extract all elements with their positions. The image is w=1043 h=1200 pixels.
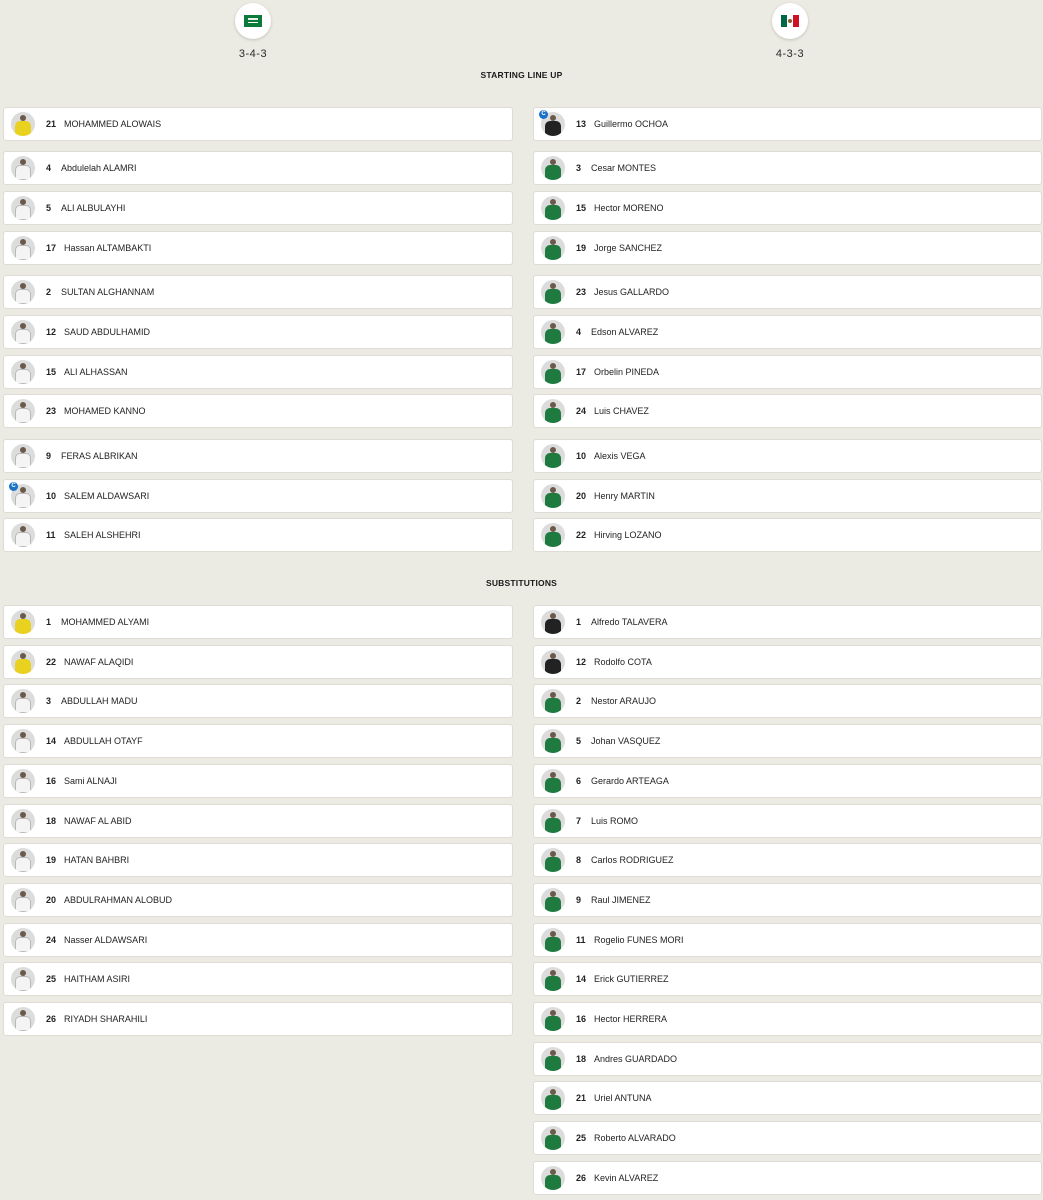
player-avatar	[11, 848, 35, 872]
player-name: Kevin ALVAREZ	[594, 1173, 659, 1183]
jersey-icon	[545, 408, 561, 423]
player-avatar	[541, 360, 565, 384]
player-card[interactable]	[3, 518, 513, 552]
jersey-icon	[545, 1135, 561, 1150]
player-card[interactable]	[533, 962, 1042, 996]
player-card[interactable]	[3, 883, 513, 917]
player-head-icon	[20, 1010, 26, 1016]
player-card[interactable]	[533, 843, 1042, 877]
player-name: Edson ALVAREZ	[591, 327, 659, 337]
player-name: MOHAMMED ALYAMI	[61, 617, 150, 627]
player-name: ABDULLAH MADU	[61, 696, 138, 706]
jersey-icon	[545, 453, 561, 468]
player-name: Carlos RODRIGUEZ	[591, 855, 674, 865]
player-card[interactable]	[533, 518, 1042, 552]
player-card[interactable]	[3, 275, 513, 309]
player-name: Jorge SANCHEZ	[594, 243, 663, 253]
team-header-saudi-arabia	[213, 0, 293, 60]
player-number: 24	[576, 406, 587, 416]
player-name: FERAS ALBRIKAN	[61, 451, 138, 461]
jersey-icon	[15, 532, 31, 547]
jersey-icon	[545, 245, 561, 260]
player-number: 14	[46, 736, 57, 746]
jersey-icon	[545, 1095, 561, 1110]
player-avatar	[541, 769, 565, 793]
player-name: Nasser ALDAWSARI	[64, 935, 148, 945]
player-card[interactable]	[3, 764, 513, 798]
player-avatar	[541, 196, 565, 220]
player-name: Luis ROMO	[591, 816, 639, 826]
player-head-icon	[550, 732, 556, 738]
player-head-icon	[550, 323, 556, 329]
player-number: 26	[576, 1173, 587, 1183]
player-avatar	[11, 1007, 35, 1031]
player-number: 11	[46, 530, 56, 540]
player-head-icon	[20, 199, 26, 205]
jersey-icon	[15, 937, 31, 952]
player-name: ALI ALBULAYHI	[61, 203, 126, 213]
jersey-icon	[15, 408, 31, 423]
player-avatar	[541, 1126, 565, 1150]
jersey-icon	[545, 976, 561, 991]
player-card[interactable]	[533, 479, 1042, 513]
starting-lineup-heading: STARTING LINE UP	[480, 70, 563, 80]
player-name: Sami ALNAJI	[64, 776, 118, 786]
player-head-icon	[20, 363, 26, 369]
player-card[interactable]	[533, 191, 1042, 225]
player-number: 17	[576, 367, 587, 377]
jersey-icon	[545, 1016, 561, 1031]
player-name: ALI ALHASSAN	[64, 367, 128, 377]
player-card[interactable]	[3, 923, 513, 957]
jersey-icon	[545, 778, 561, 793]
player-card[interactable]	[533, 107, 1042, 141]
player-avatar	[541, 399, 565, 423]
jersey-icon	[545, 818, 561, 833]
player-name: Alfredo TALAVERA	[591, 617, 668, 627]
jersey-icon	[15, 897, 31, 912]
player-head-icon	[550, 1169, 556, 1175]
player-head-icon	[550, 115, 556, 121]
player-card[interactable]	[3, 355, 513, 389]
player-number: 24	[46, 935, 57, 945]
player-number: 4	[46, 163, 52, 173]
player-number: 16	[46, 776, 57, 786]
jersey-icon	[545, 619, 561, 634]
jersey-icon	[15, 369, 31, 384]
player-head-icon	[550, 613, 556, 619]
player-head-icon	[20, 402, 26, 408]
player-avatar	[11, 156, 35, 180]
player-avatar	[541, 1166, 565, 1190]
player-avatar	[541, 1007, 565, 1031]
player-name: ABDULLAH OTAYF	[64, 736, 143, 746]
player-name: Luis CHAVEZ	[594, 406, 649, 416]
player-avatar	[11, 236, 35, 260]
player-card[interactable]	[533, 1002, 1042, 1036]
player-avatar	[541, 610, 565, 634]
team-flag-badge[interactable]	[772, 3, 808, 39]
player-name: HAITHAM ASIRI	[64, 974, 131, 984]
player-card[interactable]	[3, 107, 513, 141]
jersey-icon	[545, 329, 561, 344]
player-card[interactable]	[533, 1121, 1042, 1155]
player-head-icon	[20, 613, 26, 619]
player-number: 5	[46, 203, 52, 213]
player-name: Roberto ALVARADO	[594, 1133, 676, 1143]
jersey-icon	[15, 857, 31, 872]
player-name: Hirving LOZANO	[594, 530, 662, 540]
player-avatar	[541, 888, 565, 912]
player-name: MOHAMMED ALOWAIS	[64, 119, 162, 129]
player-name: Alexis VEGA	[594, 451, 646, 461]
player-name: Erick GUTIERREZ	[594, 974, 669, 984]
jersey-icon	[15, 1016, 31, 1031]
player-card[interactable]	[533, 394, 1042, 428]
player-head-icon	[550, 970, 556, 976]
player-name: Johan VASQUEZ	[591, 736, 661, 746]
player-avatar	[11, 196, 35, 220]
jersey-icon	[15, 453, 31, 468]
player-card[interactable]	[533, 804, 1042, 838]
jersey-icon	[545, 937, 561, 952]
player-number: 13	[576, 119, 587, 129]
jersey-icon	[15, 698, 31, 713]
player-name: Jesus GALLARDO	[594, 287, 670, 297]
player-avatar	[541, 523, 565, 547]
player-card[interactable]	[533, 439, 1042, 473]
player-name: SALEM ALDAWSARI	[64, 491, 150, 501]
player-name: MOHAMED KANNO	[64, 406, 146, 416]
player-card[interactable]	[3, 605, 513, 639]
jersey-icon	[545, 1175, 561, 1190]
player-name: Raul JIMENEZ	[591, 895, 651, 905]
player-name: SULTAN ALGHANNAM	[61, 287, 155, 297]
player-head-icon	[550, 526, 556, 532]
jersey-icon	[15, 778, 31, 793]
player-avatar	[541, 444, 565, 468]
player-head-icon	[550, 1129, 556, 1135]
player-card[interactable]	[533, 883, 1042, 917]
player-avatar	[541, 928, 565, 952]
player-card[interactable]	[3, 394, 513, 428]
player-card[interactable]	[3, 191, 513, 225]
player-number: 7	[576, 816, 582, 826]
player-number: 1	[576, 617, 582, 627]
player-avatar	[11, 444, 35, 468]
formation-label: 4-3-3	[775, 48, 805, 60]
player-number: 3	[576, 163, 582, 173]
player-name: Nestor ARAUJO	[591, 696, 657, 706]
player-name: Orbelin PINEDA	[594, 367, 660, 377]
player-avatar	[11, 729, 35, 753]
jersey-icon	[545, 289, 561, 304]
player-avatar	[541, 809, 565, 833]
player-avatar	[541, 650, 565, 674]
player-head-icon	[550, 891, 556, 897]
player-head-icon	[550, 851, 556, 857]
player-number: 25	[576, 1133, 587, 1143]
player-head-icon	[550, 1089, 556, 1095]
player-avatar	[11, 689, 35, 713]
player-avatar	[11, 523, 35, 547]
player-avatar	[541, 729, 565, 753]
player-head-icon	[550, 447, 556, 453]
jersey-icon	[545, 165, 561, 180]
player-number: 22	[46, 657, 57, 667]
player-name: RIYADH SHARAHILI	[64, 1014, 148, 1024]
jersey-icon	[545, 738, 561, 753]
player-head-icon	[20, 891, 26, 897]
player-card[interactable]	[533, 645, 1042, 679]
player-avatar	[11, 650, 35, 674]
player-number: 1	[46, 617, 52, 627]
player-name: Hector MORENO	[594, 203, 664, 213]
player-avatar	[11, 280, 35, 304]
player-number: 26	[46, 1014, 57, 1024]
jersey-icon	[545, 532, 561, 547]
jersey-icon	[545, 1056, 561, 1071]
player-card[interactable]	[3, 1002, 513, 1036]
player-card[interactable]	[3, 684, 513, 718]
jersey-icon	[15, 121, 31, 136]
player-number: 9	[46, 451, 52, 461]
player-name: Henry MARTIN	[594, 491, 655, 501]
player-number: 12	[46, 327, 57, 337]
player-number: 18	[46, 816, 57, 826]
player-number: 17	[46, 243, 57, 253]
player-number: 9	[576, 895, 582, 905]
player-name: Rodolfo COTA	[594, 657, 652, 667]
jersey-icon	[545, 897, 561, 912]
jersey-icon	[15, 165, 31, 180]
player-card[interactable]	[533, 684, 1042, 718]
player-head-icon	[20, 283, 26, 289]
player-head-icon	[550, 653, 556, 659]
player-avatar	[11, 320, 35, 344]
player-card[interactable]	[3, 151, 513, 185]
player-name: NAWAF ALAQIDI	[64, 657, 134, 667]
player-name: Abdulelah ALAMRI	[61, 163, 137, 173]
player-avatar	[541, 1086, 565, 1110]
jersey-icon	[545, 698, 561, 713]
player-card[interactable]	[3, 804, 513, 838]
player-card[interactable]	[533, 764, 1042, 798]
player-number: 18	[576, 1054, 587, 1064]
player-number: 2	[576, 696, 582, 706]
jersey-icon	[15, 738, 31, 753]
player-head-icon	[550, 1050, 556, 1056]
player-name: NAWAF AL ABID	[64, 816, 132, 826]
player-name: Andres GUARDADO	[594, 1054, 678, 1064]
jersey-icon	[545, 857, 561, 872]
player-head-icon	[550, 159, 556, 165]
player-name: Hector HERRERA	[594, 1014, 668, 1024]
jersey-icon	[15, 659, 31, 674]
player-number: 2	[46, 287, 52, 297]
player-head-icon	[550, 931, 556, 937]
jersey-icon	[15, 818, 31, 833]
player-head-icon	[550, 363, 556, 369]
player-head-icon	[20, 732, 26, 738]
player-number: 20	[576, 491, 587, 501]
player-number: 21	[46, 119, 57, 129]
player-avatar	[11, 809, 35, 833]
mexico-flag-icon	[781, 15, 799, 27]
player-card[interactable]	[533, 275, 1042, 309]
player-number: 23	[46, 406, 57, 416]
player-card[interactable]	[533, 1161, 1042, 1195]
formation-label: 3-4-3	[238, 48, 268, 60]
player-head-icon	[20, 487, 26, 493]
player-avatar	[541, 1047, 565, 1071]
player-name: ABDULRAHMAN ALOBUD	[64, 895, 173, 905]
player-number: 11	[576, 935, 586, 945]
player-name: Uriel ANTUNA	[594, 1093, 652, 1103]
player-card[interactable]	[533, 1081, 1042, 1115]
player-card[interactable]	[533, 605, 1042, 639]
player-head-icon	[550, 772, 556, 778]
player-head-icon	[20, 526, 26, 532]
player-card[interactable]	[533, 231, 1042, 265]
jersey-icon	[545, 205, 561, 220]
player-number: 6	[576, 776, 582, 786]
jersey-icon	[15, 619, 31, 634]
player-name: Cesar MONTES	[591, 163, 657, 173]
player-head-icon	[550, 692, 556, 698]
player-head-icon	[550, 402, 556, 408]
player-avatar	[11, 610, 35, 634]
player-head-icon	[20, 970, 26, 976]
jersey-icon	[15, 289, 31, 304]
captain-badge-icon: C	[539, 110, 548, 119]
team-flag-badge[interactable]	[235, 3, 271, 39]
player-head-icon	[550, 239, 556, 245]
player-avatar	[541, 320, 565, 344]
player-name: SAUD ABDULHAMID	[64, 327, 151, 337]
jersey-icon	[545, 121, 561, 136]
player-avatar	[11, 112, 35, 136]
player-head-icon	[20, 931, 26, 937]
player-number: 10	[576, 451, 587, 461]
player-card[interactable]	[533, 923, 1042, 957]
player-card[interactable]	[3, 962, 513, 996]
jersey-icon	[15, 205, 31, 220]
player-number: 19	[576, 243, 587, 253]
player-number: 15	[46, 367, 57, 377]
player-head-icon	[20, 653, 26, 659]
player-avatar	[541, 484, 565, 508]
captain-badge-icon: C	[9, 482, 18, 491]
player-card[interactable]	[533, 151, 1042, 185]
team-header-mexico	[750, 0, 830, 60]
player-avatar	[11, 360, 35, 384]
substitutions-heading: SUBSTITUTIONS	[485, 578, 558, 588]
player-head-icon	[20, 447, 26, 453]
player-number: 8	[576, 855, 582, 865]
player-number: 3	[46, 696, 52, 706]
player-card[interactable]	[533, 724, 1042, 758]
player-avatar	[11, 967, 35, 991]
player-card[interactable]	[533, 355, 1042, 389]
player-head-icon	[20, 239, 26, 245]
player-avatar	[11, 888, 35, 912]
player-card[interactable]	[533, 315, 1042, 349]
player-card[interactable]	[3, 645, 513, 679]
saudi-arabia-flag-icon	[244, 15, 262, 27]
jersey-icon	[15, 329, 31, 344]
player-avatar	[541, 280, 565, 304]
player-name: Gerardo ARTEAGA	[591, 776, 669, 786]
player-number: 20	[46, 895, 57, 905]
player-head-icon	[20, 323, 26, 329]
player-head-icon	[550, 199, 556, 205]
player-card[interactable]	[3, 439, 513, 473]
jersey-icon	[545, 369, 561, 384]
player-number: 19	[46, 855, 57, 865]
player-number: 25	[46, 974, 57, 984]
jersey-icon	[545, 493, 561, 508]
jersey-icon	[545, 659, 561, 674]
player-head-icon	[20, 159, 26, 165]
player-avatar	[541, 967, 565, 991]
player-number: 16	[576, 1014, 587, 1024]
player-number: 12	[576, 657, 587, 667]
player-head-icon	[550, 487, 556, 493]
jersey-icon	[15, 493, 31, 508]
player-avatar	[11, 399, 35, 423]
player-avatar	[11, 769, 35, 793]
player-card[interactable]	[3, 315, 513, 349]
player-name: SALEH ALSHEHRI	[64, 530, 141, 540]
player-head-icon	[20, 772, 26, 778]
player-number: 23	[576, 287, 587, 297]
player-name: HATAN BAHBRI	[64, 855, 130, 865]
player-card[interactable]	[3, 231, 513, 265]
player-avatar	[541, 236, 565, 260]
player-name: Hassan ALTAMBAKTI	[64, 243, 152, 253]
jersey-icon	[15, 976, 31, 991]
player-avatar	[541, 848, 565, 872]
player-card[interactable]	[3, 843, 513, 877]
player-head-icon	[20, 692, 26, 698]
player-number: 21	[576, 1093, 587, 1103]
player-number: 22	[576, 530, 587, 540]
player-head-icon	[550, 283, 556, 289]
jersey-icon	[15, 245, 31, 260]
player-head-icon	[20, 851, 26, 857]
player-avatar	[11, 928, 35, 952]
player-number: 5	[576, 736, 582, 746]
player-card[interactable]	[533, 1042, 1042, 1076]
player-number: 4	[576, 327, 582, 337]
player-avatar	[541, 689, 565, 713]
player-card[interactable]	[3, 479, 513, 513]
player-head-icon	[550, 1010, 556, 1016]
player-head-icon	[20, 115, 26, 121]
player-avatar	[541, 156, 565, 180]
player-head-icon	[550, 812, 556, 818]
player-number: 10	[46, 491, 57, 501]
player-name: Rogelio FUNES MORI	[594, 935, 684, 945]
player-head-icon	[20, 812, 26, 818]
player-name: Guillermo OCHOA	[594, 119, 669, 129]
player-number: 14	[576, 974, 587, 984]
player-number: 15	[576, 203, 587, 213]
player-card[interactable]	[3, 724, 513, 758]
